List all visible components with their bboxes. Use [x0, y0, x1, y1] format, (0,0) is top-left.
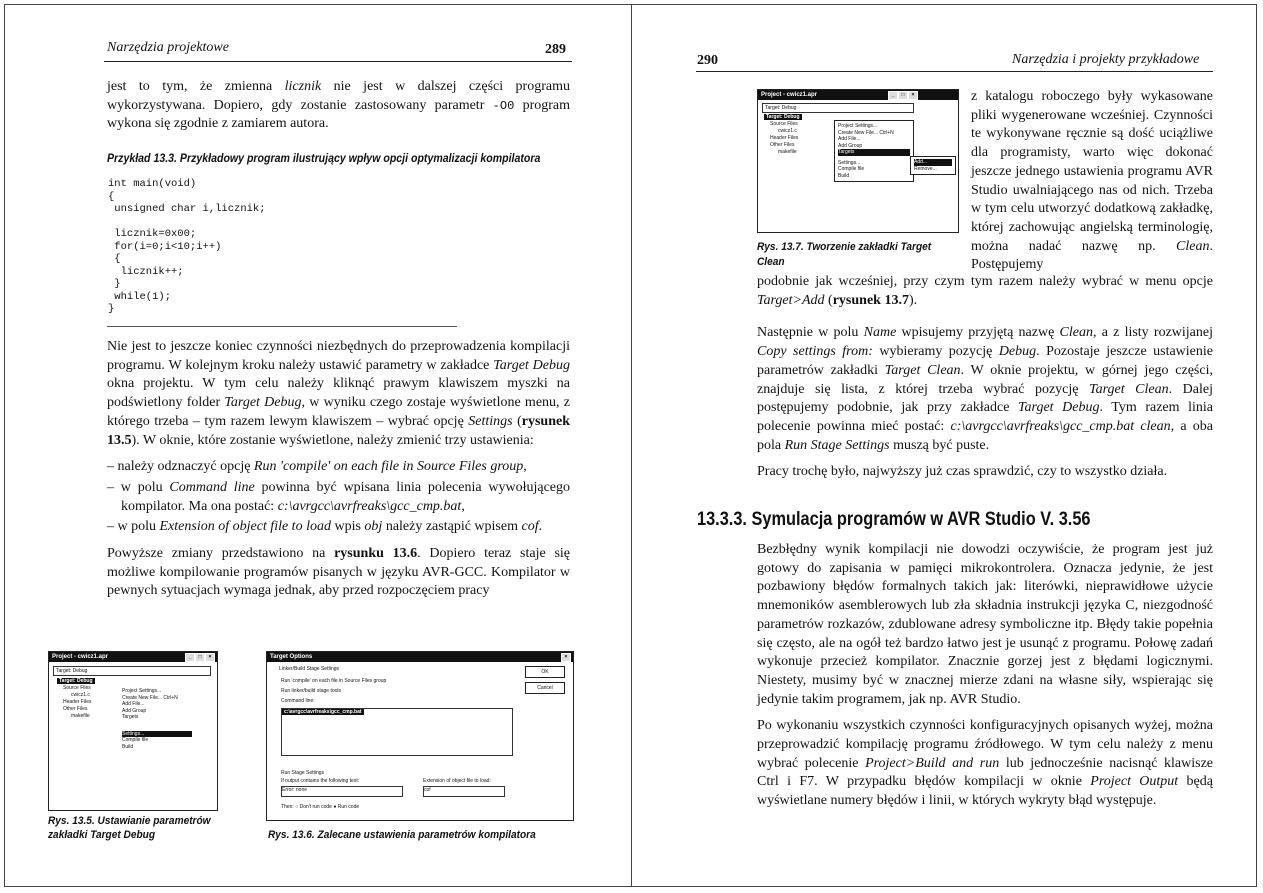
menu-item-selected: Targets — [838, 149, 910, 156]
options-titlebar — [267, 652, 573, 662]
cancel-button: Cancel — [525, 682, 565, 694]
menu-item: Build — [122, 743, 134, 750]
close-icon: × — [908, 91, 918, 100]
right-page-number: 290 — [697, 53, 718, 68]
project-title: Project - cwicz1.apr — [52, 654, 109, 660]
group-label: Linker/Build Stage Settings — [279, 666, 340, 672]
section-heading: 13.3.3. Symulacja programów w AVR Studio V. 3.56 — [697, 509, 1091, 530]
menu-item: Project Settings... — [122, 688, 162, 694]
target-select: Target: Debug — [53, 666, 211, 676]
menu-item: Compile file — [122, 737, 149, 743]
command-line-label: Command line: — [281, 698, 315, 704]
right-para-3: Pracy trochę było, najwyższy już czas sprawdzić, czy to wszystko działa. — [757, 464, 1168, 480]
command-line-value: c:\avrgcc\avrfreaks\gcc_cmp.bat — [284, 709, 362, 715]
menu-item: Compile file — [838, 166, 865, 172]
tree-root: Target: Debug — [59, 678, 93, 684]
menu-item: Settings... — [838, 159, 861, 166]
checkbox-linker: Run linker/build stage tools — [281, 688, 342, 694]
submenu-add: Add... — [914, 159, 952, 166]
project-tree — [57, 678, 95, 720]
fig-13-5-caption: Rys. 13.5. Ustawianie parametrów zakładki Target Debug — [48, 815, 211, 841]
menu-item: Project Settings... — [838, 123, 878, 129]
menu-item: Add File... — [838, 136, 861, 142]
tree-item: Header Files — [770, 135, 799, 141]
options-title: Target Options — [270, 654, 313, 660]
left-header-rule — [104, 61, 572, 62]
code-rule — [107, 326, 457, 327]
extension-field: cof — [423, 786, 505, 797]
menu-item: Create New File... Ctrl+N — [838, 129, 894, 136]
fig-13-5-window — [48, 651, 218, 811]
menu-item: Add File... — [122, 701, 145, 707]
menu-item: Build — [838, 172, 850, 179]
context-menu — [119, 686, 195, 752]
tree-item: makefile — [778, 149, 797, 155]
if-output-field: Error: none — [281, 786, 403, 797]
project-tree — [764, 114, 802, 156]
tree-item: Source Files — [63, 685, 91, 691]
targets-submenu — [910, 156, 956, 175]
right-intro-wrap: z katalogu roboczego były wykasowane pliki wygenerowane wcześniej. Czynności te wykonywane ręcznie są dość uciążliwe dla programisty, warto więc dokonać jeszcze jednego ustawienia programu AVR Studio uwalniającego nas od nich. Trzeba w tym celu utworzyć dodatkową zakładkę, której zachowując angielską terminologię, można nadać nazwę np. Clean. Postępujemy — [971, 89, 1213, 273]
fig-13-6-caption: Rys. 13.6. Zalecane ustawienia parametrów kompilatora — [268, 829, 536, 841]
tree-item: makefile — [71, 713, 90, 719]
project-title: Project - cwicz1.apr — [761, 92, 818, 98]
target-select: Target: Debug — [762, 103, 914, 113]
maximize-icon: □ — [195, 653, 205, 662]
fig-13-6-window — [266, 651, 574, 821]
submenu-remove: Remove... — [914, 165, 937, 172]
left-body — [107, 338, 570, 609]
right-para-4: Bezbłędny wynik kompilacji nie dowodzi oczywiście, że program jest już gotowy do zapisania w pamięci mikrokontrolera. Oznacza jedynie, że jest pozbawiony błędów formalnych takich jak: literówki, nieprawidłowe użycie mnemoników asemblerowych lub zła składnia instrukcji języka C, niezgodność parametrów rozkazów, zdublowane adresy symboliczne itp. Błędy takie popełnia się często, ale na ogół też bardzo łatwo jest je usunąć z programu. Połowę zadań wykonuje przecież kompilator. Znacznie gorzej jest z błędami logicznymi. Niestety, musimy być w znacznej mierze zdani na własne siły, wspierając się jedynie takim programem, jak np. AVR Studio. — [757, 542, 1213, 707]
command-line-box — [281, 708, 513, 756]
project-titlebar — [49, 652, 217, 662]
menu-item: Create New File... Ctrl+N — [122, 694, 178, 701]
left-running-head: Narzędzia projektowe — [107, 40, 229, 55]
maximize-icon: □ — [898, 91, 908, 100]
right-body-1 — [757, 273, 1213, 490]
then-radio-group: Then: ○ Don't run code ● Run code — [281, 804, 360, 810]
tree-item: Other Files — [63, 706, 88, 712]
context-menu — [834, 120, 914, 182]
menu-item: Add Group — [122, 707, 147, 714]
extension-label: Extension of object file to load: — [423, 778, 491, 784]
fig-13-7-caption: Rys. 13.7. Tworzenie zakładki Target Clean — [757, 241, 932, 268]
run-stage-label: Run Stage Settings — [281, 770, 325, 776]
tree-item: Other Files — [770, 142, 795, 148]
bullet-1: – należy odznaczyć opcję Run 'compile' on each file in Source Files group, — [107, 459, 527, 475]
menu-item: Targets — [122, 714, 139, 720]
checkbox-compile: Run 'compile' on each file in Source Files group — [281, 678, 387, 684]
tree-item: cwicz1.c — [778, 128, 797, 134]
tree-root: Target: Debug — [766, 114, 800, 120]
ok-button: OK — [525, 666, 565, 678]
fig-13-7-window — [757, 89, 959, 233]
right-running-head: Narzędzia i projekty przykładowe — [1012, 52, 1200, 67]
bullet-2: – w polu Command line powinna być wpisana linia polecenia wywołującego kompilator. Ma ona postać: c:\avrgcc\avrfreaks\gcc_cmp.bat, — [107, 479, 570, 514]
left-para-2: Nie jest to jeszcze koniec czynności niezbędnych do przeprowadzenia kompilacji programu. W kolejnym kroku należy ustawić parametry w zakładce Target Debug okna projektu. W tym celu należy kliknąć prawym klawiszem myszki na podświetlony folder Target Debug, w wyniku czego zostaje wyświetlone menu, z którego trzeba – tym razem lewym klawiszem – wybrać opcję Settings (rysunek 13.5). W oknie, które zostanie wyświetlone, należy zmienić trzy ustawienia: — [107, 339, 571, 448]
menu-item: Add Group — [838, 142, 863, 149]
bullet-3: – w polu Extension of object file to load wpis obj należy zastąpić wpisem cof. — [107, 519, 543, 535]
left-para-1: jest to tym, że zmienna licznik nie jest w dalszej części programu wykorzystywana. Dopiero, gdy zostanie zastosowany parametr -O0 program wykona się zgodnie z zamiarem autora. — [107, 79, 571, 132]
left-para-3: Powyższe zmiany przedstawiono na rysunku 13.6. Dopiero teraz staje się możliwe kompilowanie programów pisanych w języku AVR-GCC. Kompilator w pewnych sytuacjach wymaga jednak, aby przed rozpoczęciem pracy — [107, 546, 570, 599]
right-intro-cont: podobnie jak wcześniej, przy czym tym razem należy wybrać w menu opcje Target>Add (rysunek 13.7). — [757, 274, 1213, 308]
code-listing: int main(void) { unsigned char i,licznik; licznik=0x00; for(i=0;i<10;i++) { licznik++; } while(1); } — [108, 178, 266, 315]
tree-item: Source Files — [770, 121, 798, 127]
spine-divider — [631, 4, 632, 887]
left-page-number: 289 — [545, 42, 566, 57]
tree-item: Header Files — [63, 699, 92, 705]
project-titlebar — [758, 90, 958, 100]
minimize-icon: _ — [888, 91, 898, 100]
minimize-icon: _ — [185, 653, 195, 662]
right-para-2: Następnie w polu Name wpisujemy przyjętą nazwę Clean, a z listy rozwijanej Copy settings from: wybieramy pozycję Debug. Pozostaje jeszcze ustawienie parametrów zakładki Target Clean. W oknie projektu, w górnej jego części, znajduje się lista, z której trzeba wybrać pozycję Target Clean. Dalej postępujemy podobnie, jak przy zakładce Target Debug. Tym razem linia polecenie powinna mieć postać: c:\avrgcc\avrfreaks\gcc_cmp.bat clean, a oba pola Run Stage Settings muszą być puste. — [757, 325, 1214, 453]
right-body-2 — [757, 541, 1213, 819]
close-icon: × — [205, 653, 215, 662]
example-caption: Przykład 13.3. Przykładowy program ilustrujący wpływ opcji optymalizacji kompilatora — [107, 153, 541, 165]
menu-item-selected: Settings... — [122, 731, 192, 738]
right-header-rule — [696, 71, 1213, 72]
close-icon: × — [561, 653, 571, 662]
right-para-5: Po wykonaniu wszystkich czynności konfiguracyjnych opisanych wyżej, można przeprowadzić kompilację programu źródłowego. W tym celu należy z menu wybrać polecenie Project>Build and run lub jednocześnie nacisnąć klawisze Ctrl i F7. W przypadku błędów kompilacji w oknie Project Output będą wyświetlane numery błędów i linii, w których wykryty błąd występuje. — [757, 718, 1213, 809]
tree-item: cwicz1.c — [71, 692, 90, 698]
if-output-label: If output contains the following text: — [281, 778, 360, 784]
